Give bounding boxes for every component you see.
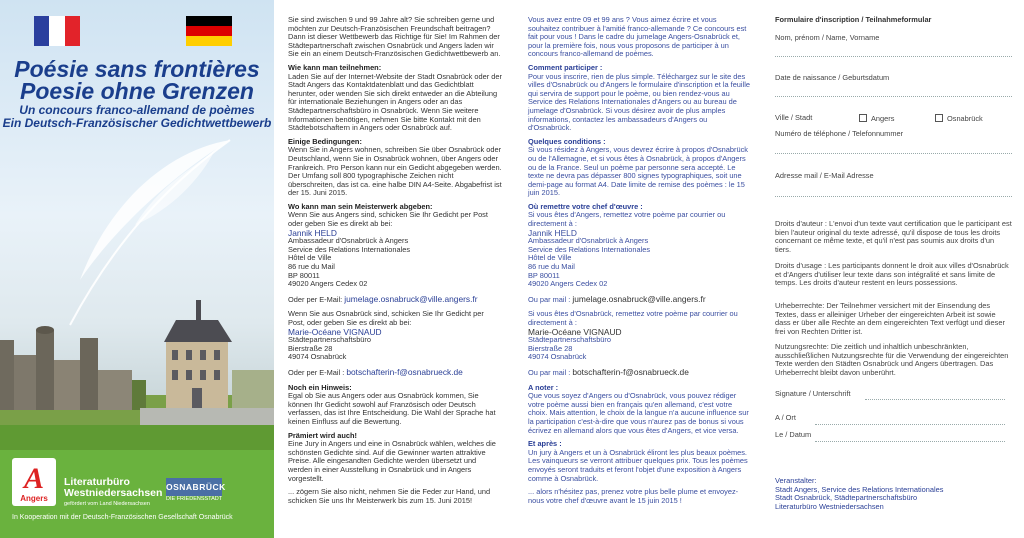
angers-logo: A Angers xyxy=(12,458,56,506)
fr-closing: ... alors n'hésitez pas, prenez votre plus belle plume et envoyez-nous votre chef d'œuvre avant le 15 juin 2015 ! xyxy=(528,487,739,505)
fr-addr-osn-1: Städtepartnerschaftsbüro xyxy=(528,335,611,345)
fr-heading-submit: Où remettre votre chef d'œuvre : xyxy=(528,201,643,211)
de-addr-angers-3: Hôtel de Ville xyxy=(288,253,332,263)
de-addr-angers-6: 49020 Angers Cedex 02 xyxy=(288,279,368,289)
de-heading-award: Prämiert wird auch! xyxy=(288,430,357,440)
de-heading-conditions: Einige Bedingungen: xyxy=(288,136,362,146)
castle-and-townhall-image xyxy=(0,300,274,450)
form-label-place: A / Ort xyxy=(775,413,796,422)
de-submit-osnabruck: Wenn Sie aus Osnabrück sind, schicken Sie Ihr Gedicht per Post, oder geben Sie es direkt ab bei: xyxy=(288,309,484,327)
de-email-angers-line: Oder per E-Mail: jumelage.osnabruck@ville.angers.fr xyxy=(288,293,478,304)
de-note: Egal ob Sie aus Angers oder aus Osnabrück kommen, Sie können Ihr Gedicht sowohl auf Französisch oder Deutsch verfassen, das ist Ihre Entscheidung. Die Wahl der Sprache hat keinen Einfluss auf die Bewertung. xyxy=(288,391,496,426)
form-label-signature: Signature / Unterschrift xyxy=(775,389,851,398)
de-email-osnabruck-line: Oder per E-Mail : botschafterin-f@osnabrueck.de xyxy=(288,366,463,377)
organizer-1: Stadt Angers, Service des Relations Internationales xyxy=(775,484,944,494)
de-name-held: Jannik HELD xyxy=(288,227,337,238)
form-rights-author-fr: Droits d'auteur : L'envoi d'un texte vaut certification que le participant est bien l'auteur original du texte adressé, qu'il dispose de tous les droits concernant ce même texte, et qu'il n'est pas soumis aux droits d'un tiers. xyxy=(775,219,1012,254)
form-field-email[interactable] xyxy=(775,196,1012,197)
checkbox-icon xyxy=(935,114,943,122)
fr-heading-after: Et après : xyxy=(528,439,562,449)
form-field-place[interactable] xyxy=(815,424,1005,425)
german-column xyxy=(288,16,502,510)
osnabruck-logo: OSNABRÜCK xyxy=(166,478,222,496)
de-addr-angers-2: Service des Relations Internationales xyxy=(288,244,411,254)
organizers-label: Veranstalter: xyxy=(775,476,817,485)
subtitle-fr: Un concours franco-allemand de poèmes xyxy=(19,103,255,117)
de-heading-submit: Wo kann man sein Meisterwerk abgeben: xyxy=(288,201,433,211)
form-field-date[interactable] xyxy=(815,441,1005,442)
cover-panel xyxy=(0,0,274,538)
osnabruck-logo-subtitle: DIE FRIEDENSSTADT xyxy=(166,496,223,502)
french-flag-icon xyxy=(34,16,80,46)
form-label-birth: Date de naissance / Geburtsdatum xyxy=(775,73,890,82)
fr-submit-angers: Si vous êtes d'Angers, remettez votre poème par courrier ou directement à : xyxy=(528,210,726,229)
de-conditions: Wenn Sie in Angers wohnen, schreiben Sie über Osnabrück oder Deutschland, wenn Sie in Osnabrück wohnen, über Angers oder Frankreich. Pro Person kann nur ein Gedicht abgegeben werden. Der Umfang soll 800 typographische Zeichen nicht überschreiten, das ist ca. eine halbe DIN A4-Seite. Abgabefrist ist der 15. Juni 2015. xyxy=(288,145,502,198)
form-label-city: Ville / Stadt xyxy=(775,113,813,122)
organizers xyxy=(775,477,1012,511)
fr-addr-osn-3: 49074 Osnabrück xyxy=(528,352,587,362)
title-fr: Poésie sans frontières xyxy=(14,56,260,82)
de-addr-osn-1: Städtepartnerschaftsbüro xyxy=(288,335,371,345)
fr-email-osnabruck-link[interactable]: botschafterin-f@osnabrueck.de xyxy=(572,366,689,377)
de-closing: ... zögern Sie also nicht, nehmen Sie die Feder zur Hand, und schicken Sie uns Ihr Meisterwerk bis zum 15. Juni 2015! xyxy=(288,487,491,505)
german-flag-icon xyxy=(186,16,232,46)
title-de: Poesie ohne Grenzen xyxy=(20,78,254,104)
de-addr-osn-3: 49074 Osnabrück xyxy=(288,352,347,362)
registration-form xyxy=(775,16,1012,536)
form-label-date: Le / Datum xyxy=(775,430,812,439)
organizer-2: Stadt Osnabrück, Städtepartnerschaftsbüro xyxy=(775,493,918,503)
form-rights-use-fr: Droits d'usage : Les participants donnent le droit aux villes d'Osnabrück et d'Angers d'utiliser leur texte dans son intégralité et sans limite de temps. Les droits d'auteur restent en leurs possessions. xyxy=(775,261,1009,288)
de-email-osnabruck-link[interactable]: botschafterin-f@osnabrueck.de xyxy=(346,366,463,377)
fr-addr-angers-5: BP 80011 xyxy=(528,270,560,280)
fr-addr-osn-2: Bierstraße 28 xyxy=(528,343,573,353)
de-addr-angers-4: 86 rue du Mail xyxy=(288,262,335,272)
fr-submit-osnabruck: Si vous êtes d'Osnabrück, remettez votre poème par courrier ou directement à : xyxy=(528,309,738,327)
de-heading-note: Noch ein Hinweis: xyxy=(288,382,352,392)
checkbox-icon xyxy=(859,114,867,122)
fr-addr-angers-3: Hôtel de Ville xyxy=(528,253,572,263)
fr-heading-conditions: Quelques conditions : xyxy=(528,136,606,146)
form-field-signature[interactable] xyxy=(865,399,1005,400)
de-addr-angers-1: Ambassadeur d'Osnabrück à Angers xyxy=(288,236,409,246)
de-participate: Laden Sie auf der Internet-Website der Stadt Osnabrück oder der Stadt Angers das Kontaktdatenblatt und das Gedichtblatt herunter, oder wenden Sie sich direkt entweder an die Abteilung für internationale Beziehungen in Angers oder an das Städtepartnerschaftsbüro in Osnabrück. Wenn Sie weitere Informationen benötigen, nehmen Sie bitte Kontakt mit den Städtebotschaftern in Angers oder Osnabrück auf. xyxy=(288,71,502,133)
de-heading-participate: Wie kann man teilnehmen: xyxy=(288,62,382,72)
de-addr-angers-5: BP 80011 xyxy=(288,270,320,280)
form-label-name: Nom, prénom / Name, Vorname xyxy=(775,33,880,42)
fr-addr-angers-2: Service des Relations Internationales xyxy=(528,244,651,254)
french-column xyxy=(528,16,750,510)
subtitle-de: Ein Deutsch-Französischer Gedichtwettbewerb xyxy=(2,116,272,130)
form-city-row xyxy=(775,114,1012,123)
fr-intro: Vous avez entre 09 et 99 ans ? Vous aimez écrire et vous souhaitez contribuer à l'amitié franco-allemande ? Ce concours est fait pour vous ! Dans le cadre du jumelage Angers-Osnabrück et, pour la première fois, nous vous proposons de participer à un concours franco-allemand de poèmes. xyxy=(528,15,747,59)
de-submit-angers: Wenn Sie aus Angers sind, schicken Sie Ihr Gedicht per Post oder geben Sie es direkt ab bei: xyxy=(288,210,488,229)
form-label-phone: Numéro de téléphone / Telefonnummer xyxy=(775,129,904,138)
form-field-phone[interactable] xyxy=(775,153,1012,154)
form-option-angers[interactable]: Angers xyxy=(859,114,894,124)
fr-after: Un jury à Angers et un à Osnabrück éliront les plus beaux poèmes. Les vainqueurs se verront attribuer quelques prix. Tous les poèmes envoyés seront traduits et feront l'objet d'une exposition à Angers comme à Osnabrück. xyxy=(528,447,748,483)
fr-email-angers-link[interactable]: jumelage.osnabruck@ville.angers.fr xyxy=(572,293,706,304)
form-title: Formulaire d'inscription / Teilnahmeformular xyxy=(775,15,932,24)
cover-title xyxy=(0,58,274,102)
fr-conditions: Si vous résidez à Angers, vous devrez écrire à propos d'Osnabrück ou de l'Allemagne, et si vous êtes à Osnabrück, à propos d'Angers ou de la France. Seul un poème par personne sera accepté. Le texte ne devra pas dépasser 800 signes typographiques, soit une demi-page au format A4. Date limite de remise des poèmes : le 15 juin 2015. xyxy=(528,145,748,198)
organizer-3: Literaturbüro Westniedersachsen xyxy=(775,501,884,511)
fr-email-osnabruck-line: Ou par mail : botschafterin-f@osnabrueck.de xyxy=(528,366,689,377)
fr-addr-angers-6: 49020 Angers Cedex 02 xyxy=(528,279,608,289)
fr-participate: Pour vous inscrire, rien de plus simple. Téléchargez sur le site des villes d'Osnabrück ou d'Angers le formulaire d'inscription et la feuille qui servira de support pour le poème, ou bien rendez-vous au Service des Relations Internationales d'Angers ou au bureau de jumelage d'Osnabrück. Si vous désirez avoir de plus amples informations, contactez les ambassadeurs d'Angers ou d'Osnabrück. xyxy=(528,71,750,133)
form-option-osnabruck[interactable]: Osnabrück xyxy=(935,114,983,124)
fr-addr-angers-1: Ambassadeur d'Osnabrück à Angers xyxy=(528,236,649,246)
de-intro: Sie sind zwischen 9 und 99 Jahre alt? Sie schreiben gerne und möchten zur Deutsch-Französischen Freundschaft beitragen? Dann ist dieser Wettbewerb das Richtige für Sie! Im Rahmen der Städtepartnerschaft zwischen Osnabrück und Angers laden wir Sie ein an einem Deutsch-Französischen Gedichtwettbewerb an. xyxy=(288,15,501,59)
fr-addr-angers-4: 86 rue du Mail xyxy=(528,262,575,272)
form-rights-author-de: Urheberrechte: Der Teilnehmer versichert mit der Einsendung des Textes, dass er alleiniger Urheber der eingereichten Arbeit ist sowie dass er über alle Rechte an dem eingereichten Text verfügt und dieser frei von Rechten Dritter ist. xyxy=(775,301,1005,336)
fr-name-held: Jannik HELD xyxy=(528,227,577,238)
de-name-vignaud: Marie-Océane VIGNAUD xyxy=(288,326,382,337)
fr-name-vignaud: Marie-Océane VIGNAUD xyxy=(528,326,622,337)
form-label-email: Adresse mail / E-Mail Adresse xyxy=(775,171,874,180)
fr-email-angers-line: Ou par mail : jumelage.osnabruck@ville.angers.fr xyxy=(528,293,706,304)
form-field-birth[interactable] xyxy=(775,96,1012,97)
form-field-name[interactable] xyxy=(775,56,1012,57)
fr-heading-note: A noter : xyxy=(528,382,559,392)
literaturburo-logo: Literaturbüro Westniedersachsen gefördert vom Land Niedersachsen xyxy=(64,476,163,507)
form-rights-use-de: Nutzungsrechte: Die zeitlich und inhaltlich unbeschränkten, ausschließlichen Nutzungsrechte für die Verwendung der eingereichten Texte werden den Städten Osnabrück und Angers übertragen. Das Urheberrecht bleibt davon unberührt. xyxy=(775,342,1009,377)
de-award: Eine Jury in Angers und eine in Osnabrück wählen, welches die schönsten Gedichte sind. Auf die Gewinner warten attraktive Preise. Alle eingesandten Gedichte werden übersetzt und werden in einer Ausstellung in Osnabrück und in Angers vorgestellt. xyxy=(288,439,496,483)
cooperation-note: In Kooperation mit der Deutsch-Französischen Gesellschaft Osnabrück xyxy=(12,514,233,521)
fr-heading-participate: Comment participer : xyxy=(528,62,603,72)
de-addr-osn-2: Bierstraße 28 xyxy=(288,343,333,353)
fr-note: Que vous soyez d'Angers ou d'Osnabrück, vous pouvez rédiger votre poème aussi bien en français qu'en allemand, c'est votre choix. Mais attention, le choix de la langue n'a aucune influence sur la participation c'est-à-dire que vous n'aurez pas de bonus si vous écrivez en allemand alors que vous êtes d'Angers, et vice versa. xyxy=(528,391,749,435)
de-email-angers-link[interactable]: jumelage.osnabruck@ville.angers.fr xyxy=(344,293,478,304)
